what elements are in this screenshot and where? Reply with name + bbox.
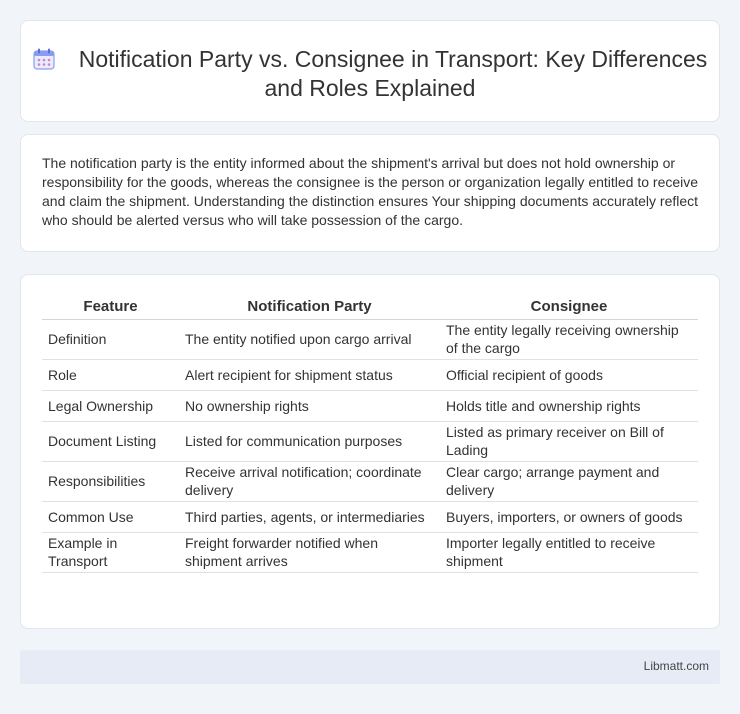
feature-cell: Common Use <box>42 501 179 532</box>
consignee-cell: Clear cargo; arrange payment and delivery <box>440 461 698 501</box>
page-title: Notification Party vs. Consignee in Transport: Key Differences and Roles Explained <box>78 46 708 101</box>
header-feature: Feature <box>42 297 179 319</box>
calendar-icon <box>33 48 55 70</box>
header-notification-party: Notification Party <box>179 297 440 319</box>
notification-party-cell: Freight forwarder notified when shipment arrives <box>179 532 440 572</box>
table-row <box>42 461 698 501</box>
notification-party-cell: Listed for communication purposes <box>179 421 440 461</box>
comparison-table <box>42 297 698 573</box>
table-row <box>42 421 698 461</box>
footer-brand-link[interactable]: Libmatt.com <box>643 659 709 673</box>
consignee-cell: Official recipient of goods <box>440 359 698 390</box>
header-consignee: Consignee <box>440 297 698 319</box>
feature-cell: Responsibilities <box>42 461 179 501</box>
table-header-row <box>42 297 698 319</box>
feature-cell: Legal Ownership <box>42 390 179 421</box>
feature-cell: Definition <box>42 319 179 359</box>
page-title-wrap <box>21 45 719 103</box>
consignee-cell: The entity legally receiving ownership of the cargo <box>440 319 698 359</box>
intro-card <box>20 134 720 252</box>
consignee-cell: Importer legally entitled to receive shipment <box>440 532 698 572</box>
notification-party-cell: No ownership rights <box>179 390 440 421</box>
notification-party-cell: The entity notified upon cargo arrival <box>179 319 440 359</box>
notification-party-cell: Alert recipient for shipment status <box>179 359 440 390</box>
table-row <box>42 390 698 421</box>
feature-cell: Document Listing <box>42 421 179 461</box>
consignee-cell: Holds title and ownership rights <box>440 390 698 421</box>
notification-party-cell: Receive arrival notification; coordinate delivery <box>179 461 440 501</box>
intro-paragraph: The notification party is the entity informed about the shipment's arrival but does not hold ownership or responsibility for the goods, whereas the consignee is the person or organization legally entitled to receive and claim the shipment. Understanding the distinction ensures Your shipping documents accurately reflect who should be alerted versus who will take possession of the cargo. <box>42 155 699 228</box>
notification-party-cell: Third parties, agents, or intermediaries <box>179 501 440 532</box>
table-row <box>42 532 698 572</box>
feature-cell: Role <box>42 359 179 390</box>
table-row <box>42 319 698 359</box>
consignee-cell: Listed as primary receiver on Bill of Lading <box>440 421 698 461</box>
title-card <box>20 20 720 122</box>
footer-bar <box>20 650 720 684</box>
consignee-cell: Buyers, importers, or owners of goods <box>440 501 698 532</box>
feature-cell: Example in Transport <box>42 532 179 572</box>
table-row <box>42 359 698 390</box>
table-row <box>42 501 698 532</box>
comparison-table-card <box>20 274 720 629</box>
